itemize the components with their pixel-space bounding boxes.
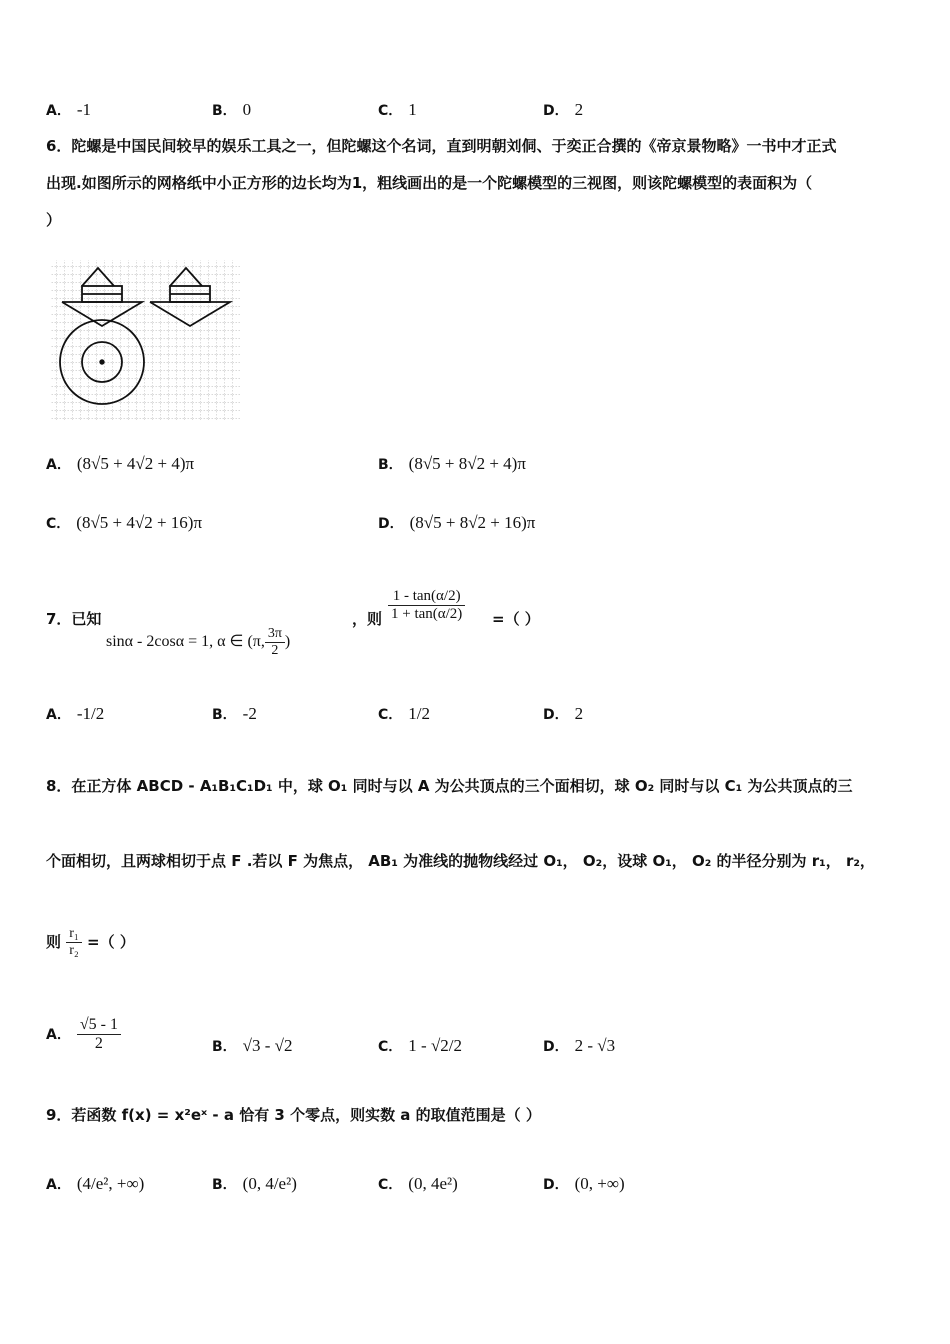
q8-stem: [46, 768, 916, 805]
q7-condition: sinα - 2cosα = 1, α ∈ (π, $\frac{3\pi}{2}$ ): [106, 626, 291, 658]
q8-option-d[interactable]: D． 2 - √3: [543, 1036, 616, 1055]
q8-line2: 个面相切，且两球相切于点 F .若以 F 为焦点， AB₁ 为准线的抛物线经过 O₁， O₂，设球 O₁， O₂ 的半径分别为 r₁， r₂，: [46, 852, 875, 870]
q6-option-b[interactable]: B． (8√5 + 8√2 + 4)π: [378, 454, 526, 473]
q6-line1: 6．陀螺是中国民间较早的娱乐工具之一，但陀螺这个名词，直到明朝刘侗、于奕正合撰的《帝京景物略》一书中才正式: [46, 137, 837, 155]
q8-option-b[interactable]: B． √3 - √2: [212, 1036, 293, 1055]
q7-suffix: =（ ）: [492, 610, 540, 628]
q6-option-c[interactable]: C． (8√5 + 4√2 + 16)π: [46, 513, 203, 532]
q5-option-b[interactable]: B． 0: [212, 100, 252, 119]
q8-line1: 8．在正方体 ABCD - A₁B₁C₁D₁ 中，球 O₁ 同时与以 A 为公共顶点的三个面相切，球 O₂ 同时与以 C₁ 为公共顶点的三: [46, 777, 853, 795]
q9-option-a[interactable]: A． (4/e², +∞): [46, 1174, 145, 1193]
q6-stem: [46, 128, 916, 239]
q7-prefix: 7．已知: [46, 610, 102, 628]
q7-option-b[interactable]: B． -2: [212, 704, 257, 723]
q5-option-a[interactable]: A． -1: [46, 100, 92, 119]
q9-line: 9．若函数 f(x) = x²eˣ - a 恰有 3 个零点，则实数 a 的取值范围是（ ）: [46, 1106, 541, 1124]
q9-option-c[interactable]: C． (0, 4e²): [378, 1174, 458, 1193]
q7-stem: [46, 584, 916, 658]
q7-option-d[interactable]: D． 2: [543, 704, 584, 723]
q7-mid: ，则: [352, 610, 383, 628]
q9-stem: [46, 1097, 916, 1134]
q6-line2: 出现.如图所示的网格纸中小正方形的边长均为1，粗线画出的是一个陀螺模型的三视图，则该陀螺模型的表面积为（: [46, 174, 813, 192]
q8-ratio: $\frac{\text{r₁}}{\text{r₂}}$: [66, 926, 82, 959]
q6-option-a[interactable]: A． (8√5 + 4√2 + 4)π: [46, 454, 195, 473]
q6-line3: ）: [46, 211, 62, 229]
q8-option-c[interactable]: C． 1 - √2/2: [378, 1036, 462, 1055]
q8-line3-prefix: 则: [46, 933, 62, 951]
q8-stem-2: [46, 843, 916, 880]
q8-line3-suffix: =（ ）: [87, 933, 135, 951]
q9-option-b[interactable]: B． (0, 4/e²): [212, 1174, 297, 1193]
q8-stem-3: [46, 926, 916, 959]
three-view-figure: [48, 258, 242, 422]
q5-option-c[interactable]: C． 1: [378, 100, 417, 119]
q8-option-a[interactable]: A． $\frac{√5 - 1}{2}$: [46, 1016, 121, 1053]
q7-expression: $\frac{1 - \tan(\alpha/2)}{1 + \tan(\alpha/2)}$: [388, 588, 465, 623]
q6-option-d[interactable]: D． (8√5 + 8√2 + 16)π: [378, 513, 536, 532]
q7-option-c[interactable]: C． 1/2: [378, 704, 431, 723]
q5-option-d[interactable]: D． 2: [543, 100, 584, 119]
q7-option-a[interactable]: A． -1/2: [46, 704, 105, 723]
q9-option-d[interactable]: D． (0, +∞): [543, 1174, 625, 1193]
